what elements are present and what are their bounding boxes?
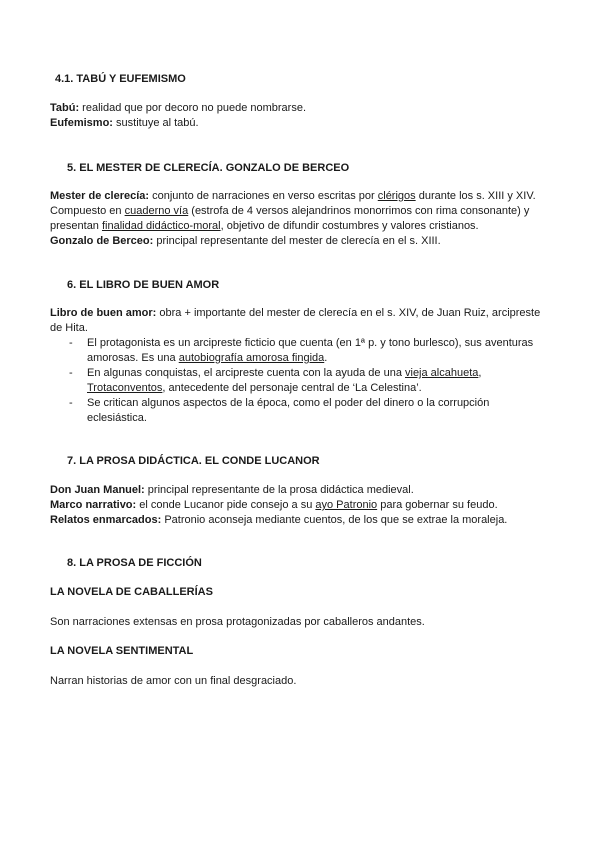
underlined-finalidad: finalidad didáctico-moral <box>101 220 221 232</box>
definition-eufemismo <box>50 116 550 131</box>
text-gonzalo: principal representante del mester de clerecía en el s. XIII. <box>153 235 441 247</box>
list-item <box>50 366 542 396</box>
bullet-text: , antecedente del personaje central de ‘La Celestina’. <box>162 382 422 394</box>
underlined-autobiografia: autobiografía amorosa fingida <box>178 352 325 364</box>
text-sentimental: Narran historias de amor con un final desgraciado. <box>50 675 297 687</box>
paragraph-libro <box>50 306 550 336</box>
text-tabu: realidad que por decoro no puede nombrarse. <box>79 102 306 114</box>
subheading-sentimental: LA NOVELA SENTIMENTAL <box>50 645 194 657</box>
term-libro: Libro de buen amor: <box>50 307 157 319</box>
heading-7: 7. LA PROSA DIDÁCTICA. EL CONDE LUCANOR <box>67 455 320 467</box>
text-marco-2: para gobernar su feudo. <box>377 499 498 511</box>
text-mester-1: conjunto de narraciones en verso escritas por <box>149 190 378 202</box>
bullet-text: Se critican algunos aspectos de la época, como el poder del dinero o la corrupción eclesiástica. <box>87 397 490 424</box>
term-marco: Marco narrativo: <box>50 499 137 511</box>
text-marco-1: el conde Lucanor pide consejo a su <box>136 499 316 511</box>
bullet-text: El protagonista es un arcipreste ficticio que cuenta (en 1ª p. y tono burlesco), sus aventuras amorosas. Es una <box>87 337 534 364</box>
text-mester-3: (estrofa de 4 versos alejandrinos monorrimos con rima consonante) y presentan <box>50 205 530 232</box>
text-mester-2: durante los s. XIII y XIV. Compuesto en <box>50 190 536 217</box>
text-mester-4: , objetivo de difundir costumbres y valores cristianos. <box>220 220 479 232</box>
text-caballerias: Son narraciones extensas en prosa protagonizadas por caballeros andantes. <box>50 616 425 628</box>
definition-tabu <box>50 101 550 116</box>
definition-gonzalo <box>50 234 550 249</box>
bullet-list-libro <box>50 336 542 426</box>
paragraph-mester <box>50 189 550 234</box>
bullet-text: . <box>324 352 328 364</box>
term-eufemismo: Eufemismo: <box>50 117 113 129</box>
underlined-vieja-alcahueta: vieja alcahueta <box>405 367 479 379</box>
underlined-clerigos: clérigos <box>377 190 416 202</box>
text-relatos: Patronio aconseja mediante cuentos, de los que se extrae la moraleja. <box>161 514 508 526</box>
definition-don-juan <box>50 483 550 498</box>
term-gonzalo: Gonzalo de Berceo: <box>50 235 154 247</box>
term-don-juan: Don Juan Manuel: <box>50 484 145 496</box>
underlined-ayo-patronio: ayo Patronio <box>315 499 378 511</box>
text-don-juan: principal representante de la prosa didáctica medieval. <box>144 484 414 496</box>
heading-8: 8. LA PROSA DE FICCIÓN <box>67 557 202 569</box>
term-mester: Mester de clerecía: <box>50 190 150 202</box>
list-item <box>50 396 542 426</box>
text-eufemismo: sustituye al tabú. <box>112 117 199 129</box>
definition-marco <box>50 498 550 513</box>
subheading-caballerias: LA NOVELA DE CABALLERÍAS <box>50 586 213 598</box>
heading-5: 5. EL MESTER DE CLERECÍA. GONZALO DE BERCEO <box>67 162 350 174</box>
list-item <box>50 336 542 366</box>
heading-4-1: 4.1. TABÚ Y EUFEMISMO <box>55 73 186 85</box>
bullet-text: En algunas conquistas, el arcipreste cuenta con la ayuda de una <box>87 367 405 379</box>
definition-relatos <box>50 513 550 528</box>
underlined-trotaconventos: Trotaconventos <box>87 382 163 394</box>
term-relatos: Relatos enmarcados: <box>50 514 162 526</box>
bullet-text: , <box>478 367 482 379</box>
term-tabu: Tabú: <box>50 102 80 114</box>
heading-6: 6. EL LIBRO DE BUEN AMOR <box>67 279 220 291</box>
underlined-cuaderno-via: cuaderno vía <box>124 205 189 217</box>
text-libro: obra + importante del mester de clerecía en el s. XIV, de Juan Ruiz, arcipreste de Hita. <box>50 307 541 334</box>
